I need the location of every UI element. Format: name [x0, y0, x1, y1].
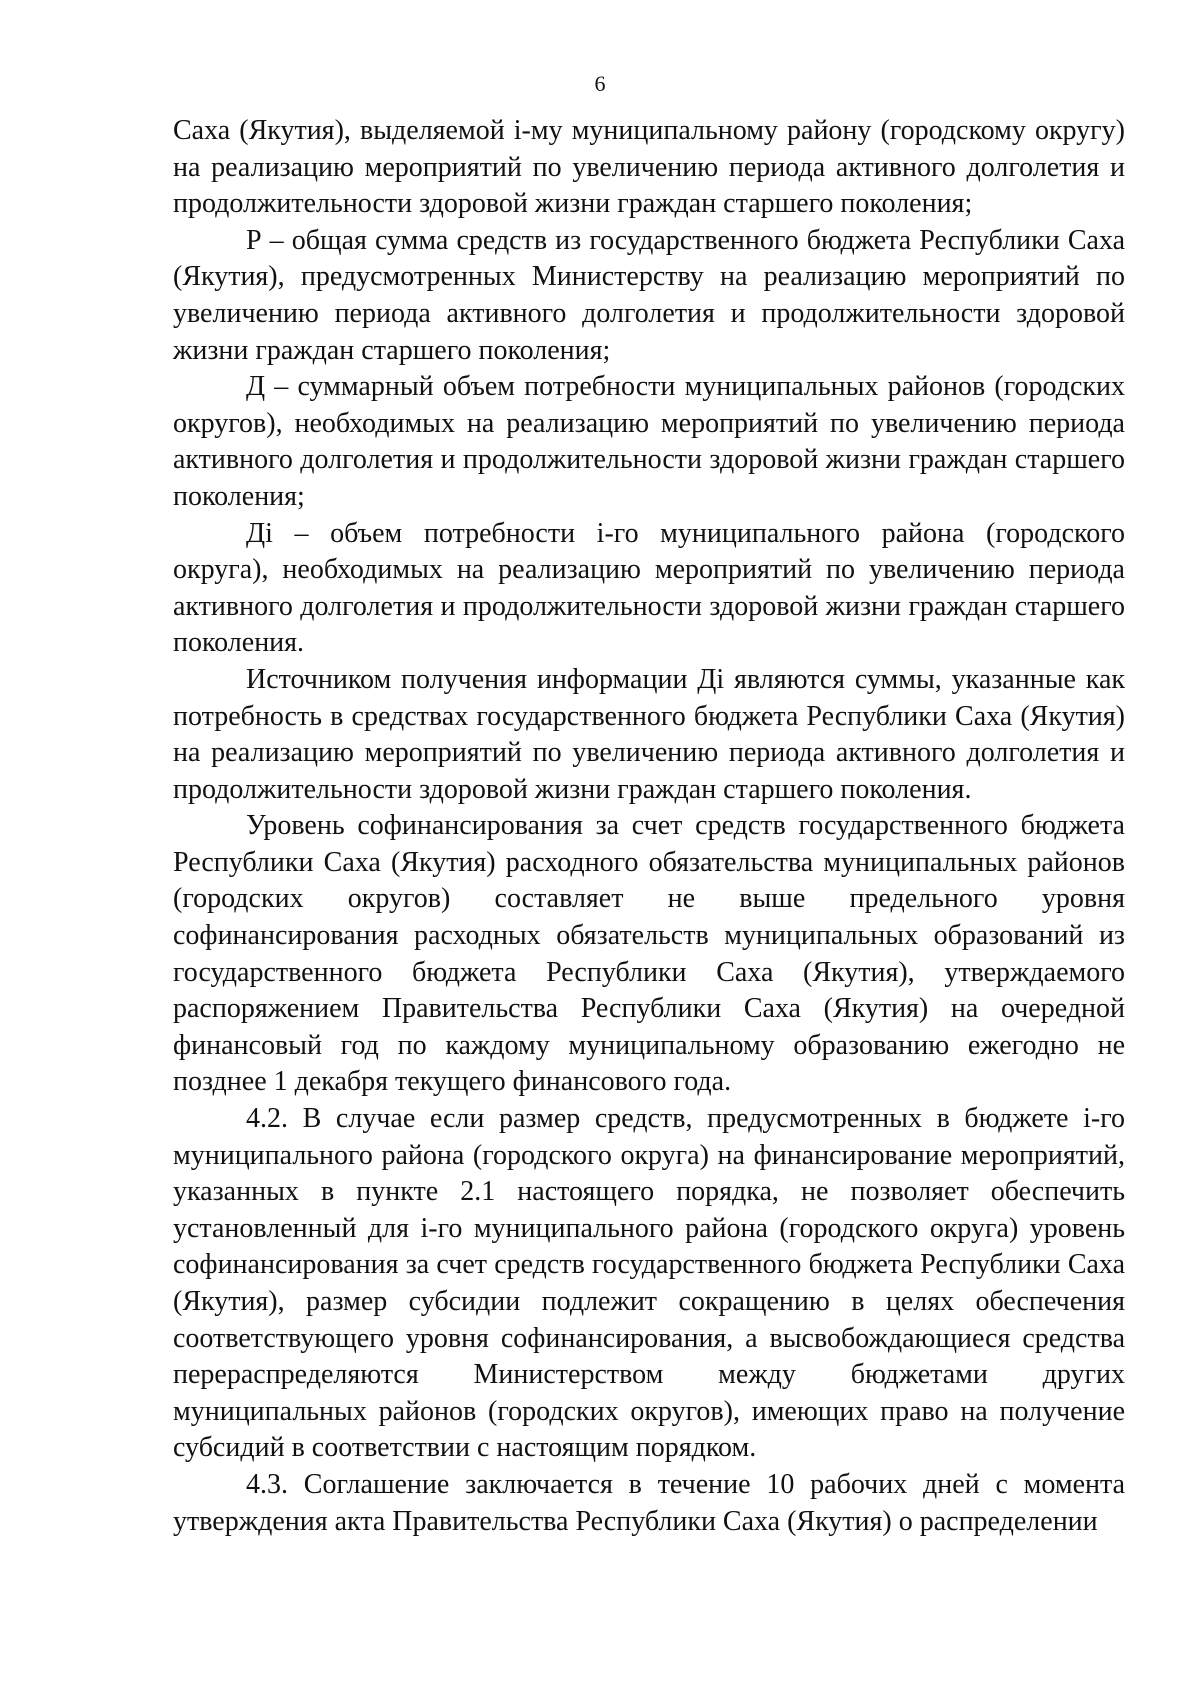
paragraph-continuation: Саха (Якутия), выделяемой i-му муниципальному району (городскому округу) на реализацию мероприятий по увеличению периода активного долголетия и продолжительности здоровой жизни граждан старшего поколения;: [173, 115, 1125, 220]
paragraph-definition-d: Д – суммарный объем потребности муниципальных районов (городских округов), необходимых на реализацию мероприятий по увеличению периода активного долголетия и продолжительности здоровой жизни граждан старшего поколения;: [173, 371, 1125, 512]
page-number: 6: [594, 71, 606, 96]
paragraph-definition-p: Р – общая сумма средств из государственного бюджета Республики Саха (Якутия), предусмотренных Министерству на реализацию мероприятий по увеличению периода активного долголетия и продолжительности здоровой жизни граждан старшего поколения;: [173, 224, 1125, 366]
paragraph-cofinancing-level: Уровень софинансирования за счет средств государственного бюджета Республики Саха (Якутия) расходного обязательства муниципальных районов (городских округов) составляет не выше предельного уровня софинансирования расходных обязательств муниципальных образований из государственного бюджета Республики Саха (Якутия), утверждаемого распоряжением Правительства Республики Саха (Якутия) на очередной финансовый год по каждому муниципальному образованию ежегодно не позднее 1 декабря текущего финансового года.: [173, 810, 1125, 1098]
paragraph-clause-4-3: 4.3. Соглашение заключается в течение 10 рабочих дней с момента утверждения акта Правительства Республики Саха (Якутия) о распределении: [173, 1468, 1125, 1537]
document-body: [173, 113, 1125, 1540]
paragraph-clause-4-2: 4.2. В случае если размер средств, предусмотренных в бюджете i-го муниципального района (городского округа) на финансирование мероприятий, указанных в пункте 2.1 настоящего порядка, не позволяет обеспечить установленный для i-го муниципального района (городского округа) уровень софинансирования за счет средств государственного бюджета Республики Саха (Якутия), размер субсидии подлежит сокращению в целях обеспечения соответствующего уровня софинансирования, а высвобождающиеся средства перераспределяются Министерством между бюджетами других муниципальных районов (городских округов), имеющих право на получение субсидий в соответствии с настоящим порядком.: [173, 1103, 1125, 1464]
paragraph-definition-di: Дi – объем потребности i-го муниципального района (городского округа), необходимых на реализацию мероприятий по увеличению периода активного долголетия и продолжительности здоровой жизни граждан старшего поколения.: [173, 517, 1125, 659]
paragraph-information-source: Источником получения информации Дi являются суммы, указанные как потребность в средствах государственного бюджета Республики Саха (Якутия) на реализацию мероприятий по увеличению периода активного долголетия и продолжительности здоровой жизни граждан старшего поколения.: [173, 663, 1125, 805]
